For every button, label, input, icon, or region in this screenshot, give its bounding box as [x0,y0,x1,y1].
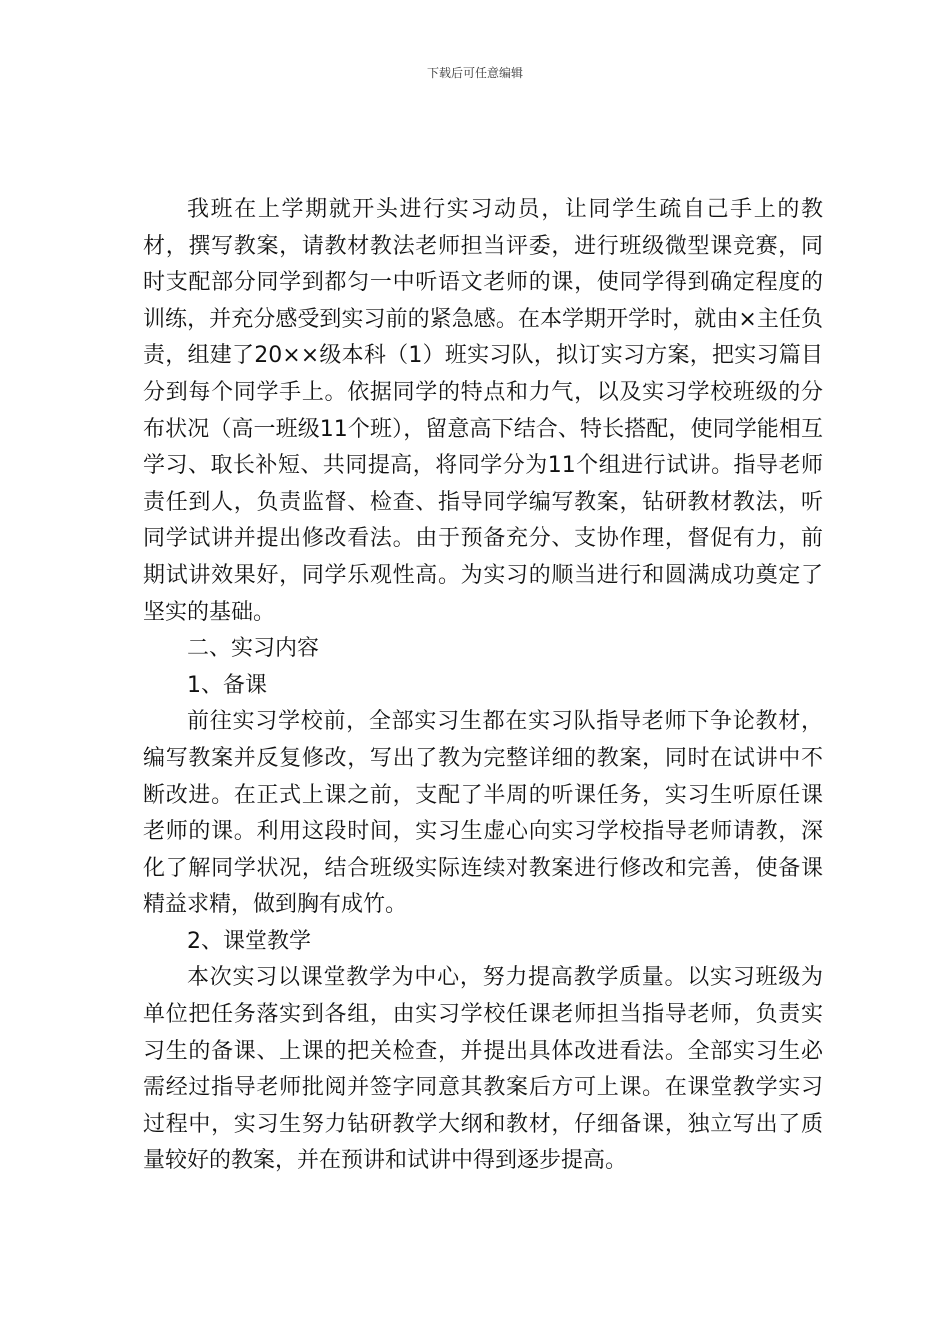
paragraph-preparation-overview: 我班在上学期就开头进行实习动员，让同学生疏自己手上的教材，撰写教案，请教材教法老师担当评委，进行班级微型课竞赛，同时支配部分同学到都匀一中听语文老师的课，使同学得到确定程度的训练，并充分感受到实习前的紧急感。在本学期开学时，就由×主任负责，组建了20××级本科（1）班实习队，拟订实习方案，把实习篇目分到每个同学手上。依据同学的特点和力气，以及实习学校班级的分布状况（高一班级11个班），留意高下结合、特长搭配，使同学能相互学习、取长补短、共同提高，将同学分为11个组进行试讲。指导老师责任到人，负责监督、检查、指导同学编写教案，钻研教材教法，听同学试讲并提出修改看法。由于预备充分、支协作理，督促有力，前期试讲效果好，同学乐观性高。为实习的顺当进行和圆满成功奠定了坚实的基础。 [143,197,823,625]
paragraph-lesson-prep: 前往实习学校前，全部实习生都在实习队指导老师下争论教材，编写教案并反复修改，写出了教为完整详细的教案，同时在试讲中不断改进。在正式上课之前，支配了半周的听课任务，实习生听原任课老师的课。利用这段时间，实习生虚心向实习学校指导老师请教，深化了解同学状况，结合班级实际连续对教案进行修改和完善，使备课精益求精，做到胸有成竹。 [143,709,823,918]
paragraph-classroom-teaching: 本次实习以课堂教学为中心，努力提高教学质量。以实习班级为单位把任务落实到各组，由实习学校任课老师担当指导老师，负责实习生的备课、上课的把关检查，并提出具体改进看法。全部实习生必需经过指导老师批阅并签字同意其教案后方可上课。在课堂教学实习过程中，实习生努力钻研教学大纲和教材，仔细备课，独立写出了质量较好的教案，并在预讲和试讲中得到逐步提高。 [143,965,823,1174]
page-header: 下载后可任意编辑 [426,66,523,80]
document-body [143,192,823,1180]
section-heading-internship-content: 二、实习内容 [187,636,320,662]
subsection-heading-lesson-prep: 1、备课 [187,672,267,698]
subsection-heading-classroom-teaching: 2、课堂教学 [187,928,311,954]
